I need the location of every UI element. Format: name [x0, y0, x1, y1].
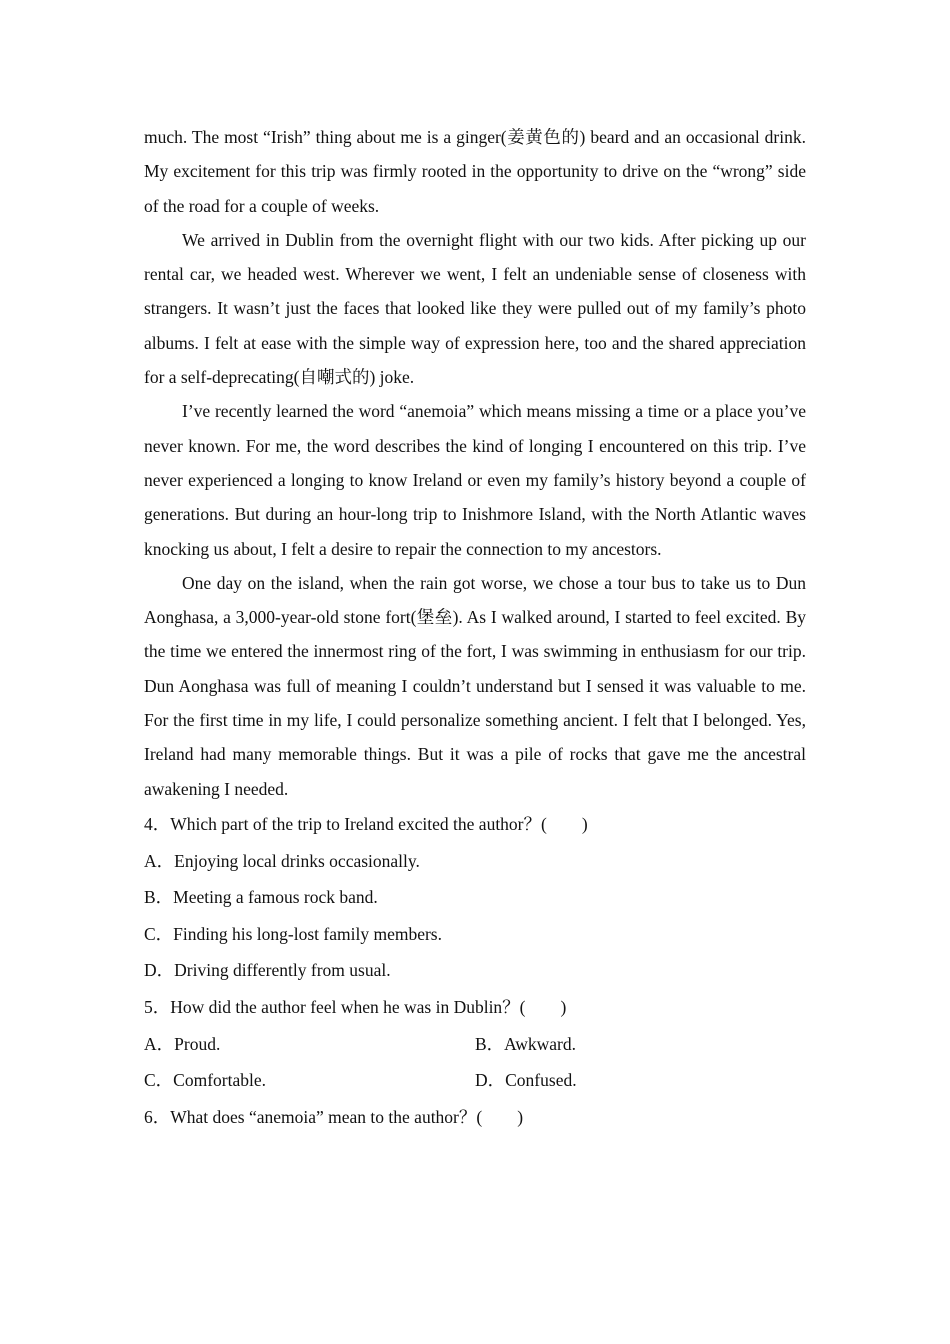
question-4-option-c: C．Finding his long-lost family members. [144, 923, 442, 944]
question-5-stem: 5．How did the author feel when he was in Dublin？( ) [144, 996, 567, 1017]
question-4-option-a: A．Enjoying local drinks occasionally. [144, 850, 420, 871]
question-4-option-b: B．Meeting a famous rock band. [144, 887, 378, 908]
question-6 [144, 1099, 806, 1136]
question-5 [144, 989, 806, 1099]
question-5-option-c: C．Comfortable. [144, 1070, 266, 1091]
question-4 [144, 806, 806, 989]
question-5-option-d: D．Confused. [475, 1070, 577, 1091]
document-page [144, 120, 806, 1135]
reading-passage [144, 120, 806, 806]
question-5-option-a: A．Proud. [144, 1033, 221, 1054]
question-5-option-b: B．Awkward. [475, 1033, 576, 1054]
question-5-options-row-1 [144, 1026, 806, 1063]
question-5-options-row-2 [144, 1062, 806, 1099]
question-6-stem: 6．What does “anemoia” mean to the author？( ) [144, 1106, 524, 1127]
question-4-option-d: D．Driving differently from usual. [144, 960, 391, 981]
passage-paragraph-3: I’ve recently learned the word “anemoia” which means missing a time or a place you’ve never known. For me, the word describes the kind of longing I encountered on this trip. I’ve never experienced a longing to know Ireland or even my family’s history beyond a couple of generations. But during an hour-long trip to Inishmore Island, with the North Atlantic waves knocking us about, I felt a desire to repair the connection to my ancestors. [144, 401, 806, 559]
passage-paragraph-2: We arrived in Dublin from the overnight flight with our two kids. After picking up our rental car, we headed west. Wherever we went, I felt an undeniable sense of closeness with strangers. It wasn’t just the faces that looked like they were pulled out of my family’s photo albums. I felt at ease with the simple way of expression here, too and the shared appreciation for a self-deprecating(自嘲式的) joke. [144, 229, 806, 388]
passage-paragraph-1: much. The most “Irish” thing about me is a ginger(姜黄色的) beard and an occasional drink. My excitement for this trip was firmly rooted in the opportunity to drive on the “wrong” side of the road for a couple of weeks. [144, 127, 806, 216]
question-4-stem: 4．Which part of the trip to Ireland excited the author？( ) [144, 813, 588, 834]
passage-paragraph-4: One day on the island, when the rain got worse, we chose a tour bus to take us to Dun Aonghasa, a 3,000-year-old stone fort(堡垒). As I walked around, I started to feel excited. By the time we entered the innermost ring of the fort, I was swimming in enthusiasm for our trip. Dun Aonghasa was full of meaning I couldn’t understand but I sensed it was valuable to me. For the first time in my life, I could personalize something ancient. I felt that I belonged. Yes, Ireland had many memorable things. But it was a pile of rocks that gave me the ancestral awakening I needed. [144, 572, 806, 799]
